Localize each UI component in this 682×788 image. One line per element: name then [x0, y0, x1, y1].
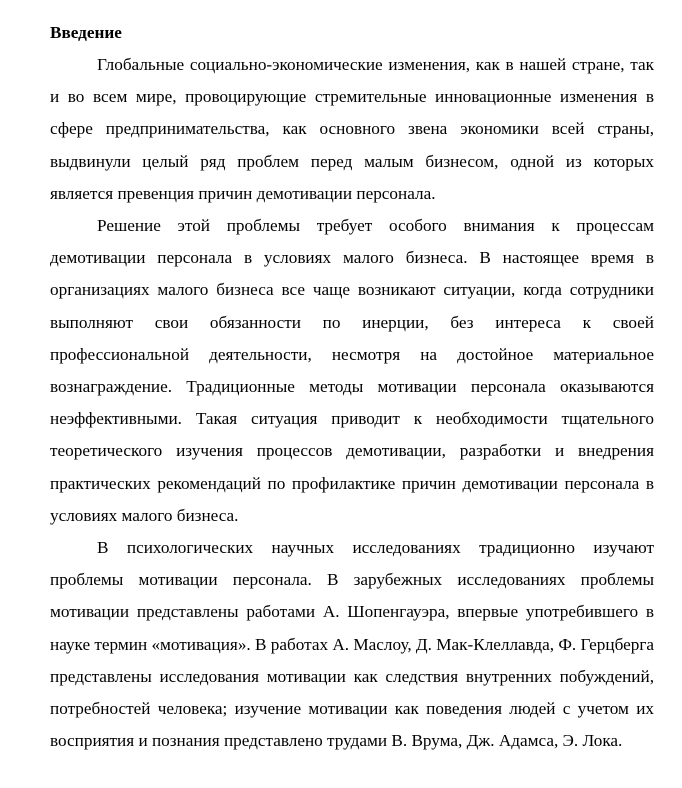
section-heading: Введение — [50, 23, 122, 42]
paragraph-3: В психологических научных исследованиях традиционно изучают проблемы мотивации персонала. В зарубежных исследованиях проблемы мотивации представлены работами А. Шопенгауэра, впервые употребившего в науке термин «мотивация». В работах А. Маслоу, Д. Мак-Клеллавда, Ф. Герцберга представлены исследования мотивации как следствия внутренних побуждений, потребностей человека; изучение мотивации как поведения людей с учетом их восприятия и познания представлено трудами В. Врума, Дж. Адамса, Э. Лока. — [50, 538, 654, 751]
paragraph-2: Решение этой проблемы требует особого внимания к процессам демотивации персонала в условиях малого бизнеса. В настоящее время в организациях малого бизнеса все чаще возникают ситуации, когда сотрудники выполняют свои обязанности по инерции, без интереса к своей профессиональной деятельности, несмотря на достойное материальное вознаграждение. Традиционные методы мотивации персонала оказываются неэффективными. Такая ситуация приводит к необходимости тщательного теоретического изучения процессов демотивации, разработки и внедрения практических рекомендаций по профилактике причин демотивации персонала в условиях малого бизнеса. — [50, 216, 654, 525]
document-page — [50, 17, 654, 757]
paragraph-1: Глобальные социально-экономические изменения, как в нашей стране, так и во всем мире, провоцирующие стремительные инновационные изменения в сфере предпринимательства, как основного звена экономики всей страны, выдвинули целый ряд проблем перед малым бизнесом, одной из которых является превенция причин демотивации персонала. — [50, 55, 654, 203]
